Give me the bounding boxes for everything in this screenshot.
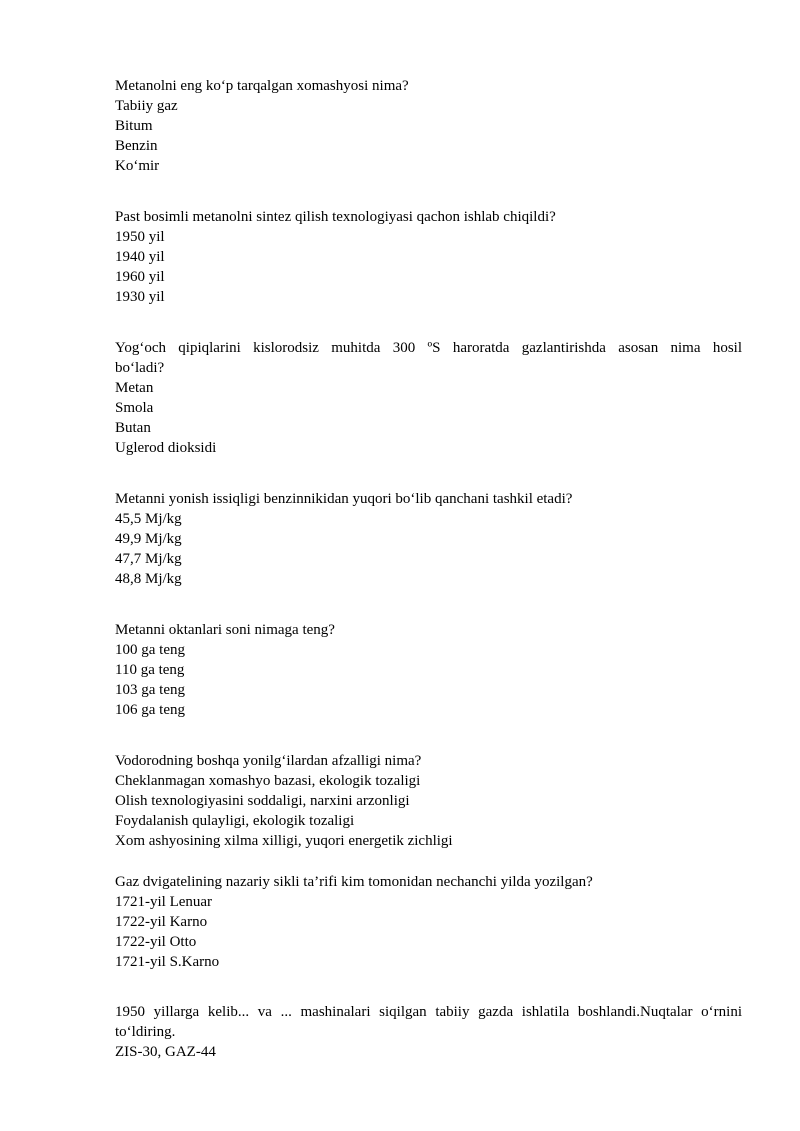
question-block-4 [115, 489, 742, 589]
answer-option: 103 ga teng [115, 682, 185, 698]
answer-option: 45,5 Mj/kg [115, 511, 182, 527]
answer-option: ZIS-30, GAZ-44 [115, 1044, 216, 1060]
answer-option: Benzin [115, 138, 158, 154]
answer-option: Smola [115, 400, 154, 416]
answer-option: 48,8 Mj/kg [115, 571, 182, 587]
question-block-1 [115, 76, 742, 176]
question-text-line-2: bo‘ladi? [115, 360, 165, 376]
answer-option: 49,9 Mj/kg [115, 531, 182, 547]
answer-option: 1950 yil [115, 229, 165, 245]
answer-option: 47,7 Mj/kg [115, 551, 182, 567]
answer-option: 1721-yil Lenuar [115, 894, 213, 910]
answer-option: Metan [115, 380, 154, 396]
answer-option: Bitum [115, 118, 153, 134]
answer-option: Xom ashyosining xilma xilligi, yuqori energetik zichligi [115, 833, 453, 849]
question-text: Metanolni eng ko‘p tarqalgan xomashyosi nima? [115, 78, 409, 94]
question-text: Past bosimli metanolni sintez qilish texnologiyasi qachon ishlab chiqildi? [115, 209, 556, 225]
answer-option: 1960 yil [115, 269, 165, 285]
answer-option: 106 ga teng [115, 702, 185, 718]
question-text-line-1: 1950 yillarga kelib... va ... mashinalari siqilgan tabiiy gazda ishlatila boshlandi.Nuqtalar o‘rnini [115, 1004, 742, 1020]
answer-option: Ko‘mir [115, 158, 160, 174]
answer-option: Olish texnologiyasini soddaligi, narxini arzonligi [115, 793, 410, 809]
question-block-8 [115, 1002, 742, 1062]
answer-option: 1930 yil [115, 289, 165, 305]
answer-option: 100 ga teng [115, 642, 185, 658]
answer-option: 110 ga teng [115, 662, 185, 678]
answer-option: Butan [115, 420, 151, 436]
question-block-3 [115, 338, 742, 458]
question-text-line-1: Yog‘och qipiqlarini kislorodsiz muhitda 300 ºS haroratda gazlantirishda asosan nima hosil [115, 340, 742, 356]
answer-option: Tabiiy gaz [115, 98, 178, 114]
question-text: Gaz dvigatelining nazariy sikli ta’rifi kim tomonidan nechanchi yilda yozilgan? [115, 874, 593, 890]
answer-option: 1722-yil Otto [115, 934, 197, 950]
question-block-2 [115, 207, 742, 307]
answer-option: 1721-yil S.Karno [115, 954, 220, 970]
answer-option: Uglerod dioksidi [115, 440, 217, 456]
question-block-5 [115, 620, 742, 720]
question-text: Metanni oktanlari soni nimaga teng? [115, 622, 335, 638]
question-text: Vodorodning boshqa yonilg‘ilardan afzalligi nima? [115, 753, 422, 769]
answer-option: Cheklanmagan xomashyo bazasi, ekologik tozaligi [115, 773, 421, 789]
question-text-line-2: to‘ldiring. [115, 1024, 176, 1040]
question-block-6 [115, 751, 742, 851]
question-text: Metanni yonish issiqligi benzinnikidan yuqori bo‘lib qanchani tashkil etadi? [115, 491, 573, 507]
question-block-7 [115, 872, 742, 972]
answer-option: 1722-yil Karno [115, 914, 208, 930]
answer-option: Foydalanish qulayligi, ekologik tozaligi [115, 813, 355, 829]
answer-option: 1940 yil [115, 249, 165, 265]
